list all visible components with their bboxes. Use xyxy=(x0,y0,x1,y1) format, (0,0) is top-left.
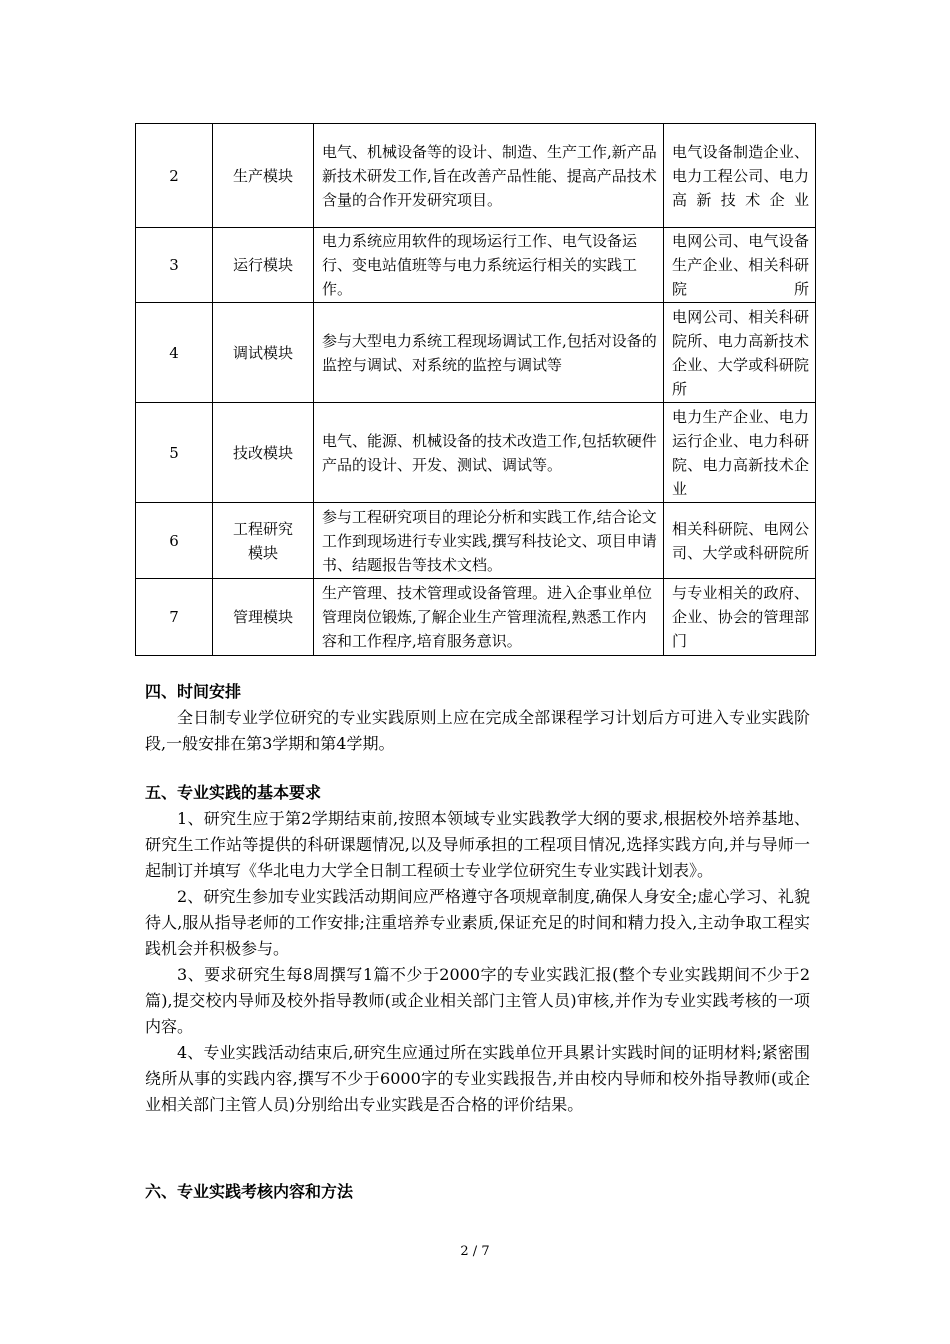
section-paragraph: 1、研究生应于第2学期结束前,按照本领域专业实践教学大纲的要求,根据校外培养基地、研究生工作站等提供的科研课题情况,以及导师承担的工程项目情况,选择实践方向,并与导师一起制订并填写《华北电力大学全日制工程硕士专业学位研究生专业实践计划表》。 xyxy=(145,809,810,880)
practice-unit: 电网公司、电气设备生产企业、相关科研院所 xyxy=(664,228,816,303)
table-row xyxy=(136,124,816,228)
module-name: 管理模块 xyxy=(213,579,314,656)
row-number: 6 xyxy=(136,503,213,579)
section-paragraph: 2、研究生参加专业实践活动期间应严格遵守各项规章制度,确保人身安全;虚心学习、礼貌待人,服从指导老师的工作安排;注重培养专业素质,保证充足的时间和精力投入,主动争取工程实践机会并积极参与。 xyxy=(145,887,810,958)
table-row xyxy=(136,579,816,656)
module-name: 生产模块 xyxy=(213,124,314,228)
table-row xyxy=(136,403,816,503)
practice-unit: 电力生产企业、电力运行企业、电力科研院、电力高新技术企业 xyxy=(664,403,816,503)
module-name: 调试模块 xyxy=(213,303,314,403)
module-description: 生产管理、技术管理或设备管理。进入企事业单位管理岗位锻炼,了解企业生产管理流程,熟悉工作内容和工作程序,培育服务意识。 xyxy=(314,579,664,656)
row-number: 3 xyxy=(136,228,213,303)
practice-unit: 相关科研院、电网公司、大学或科研院所 xyxy=(664,503,816,579)
practice-unit: 电气设备制造企业、电力工程公司、电力高新技术企业 xyxy=(664,124,816,228)
row-number: 7 xyxy=(136,579,213,656)
practice-module-table xyxy=(135,123,816,656)
section-basic-requirements xyxy=(145,780,810,1118)
module-description: 参与大型电力系统工程现场调试工作,包括对设备的监控与调试、对系统的监控与调试等 xyxy=(314,303,664,403)
section-heading: 四、时间安排 xyxy=(145,682,242,701)
practice-unit: 与专业相关的政府、企业、协会的管理部门 xyxy=(664,579,816,656)
table-row xyxy=(136,503,816,579)
section-paragraph: 4、专业实践活动结束后,研究生应通过所在实践单位开具累计实践时间的证明材料;紧密围绕所从事的实践内容,撰写不少于6000字的专业实践报告,并由校内导师和校外指导教师(或企业相关部门主管人员)分别给出专业实践是否合格的评价结果。 xyxy=(145,1043,810,1114)
row-number: 4 xyxy=(136,303,213,403)
row-number: 2 xyxy=(136,124,213,228)
module-description: 参与工程研究项目的理论分析和实践工作,结合论文工作到现场进行专业实践,撰写科技论文、项目申请书、结题报告等技术文档。 xyxy=(314,503,664,579)
section-heading: 六、专业实践考核内容和方法 xyxy=(145,1182,354,1201)
module-description: 电力系统应用软件的现场运行工作、电气设备运行、变电站值班等与电力系统运行相关的实践工作。 xyxy=(314,228,664,303)
module-description: 电气、能源、机械设备的技术改造工作,包括软硬件产品的设计、开发、测试、调试等。 xyxy=(314,403,664,503)
section-time-schedule xyxy=(145,679,810,757)
page-number: 2 / 7 xyxy=(460,1244,490,1259)
section-paragraph: 3、要求研究生每8周撰写1篇不少于2000字的专业实践汇报(整个专业实践期间不少于2篇),提交校内导师及校外指导教师(或企业相关部门主管人员)审核,并作为专业实践考核的一项内容。 xyxy=(145,965,810,1036)
module-description: 电气、机械设备等的设计、制造、生产工作,新产品新技术研发工作,旨在改善产品性能、提高产品技术含量的合作开发研究项目。 xyxy=(314,124,664,228)
table-row xyxy=(136,228,816,303)
section-paragraph: 全日制专业学位研究的专业实践原则上应在完成全部课程学习计划后方可进入专业实践阶段,一般安排在第3学期和第4学期。 xyxy=(145,708,810,753)
row-number: 5 xyxy=(136,403,213,503)
section-assessment xyxy=(145,1179,810,1205)
module-name: 运行模块 xyxy=(213,228,314,303)
table-row xyxy=(136,303,816,403)
practice-unit: 电网公司、相关科研院所、电力高新技术企业、大学或科研院所 xyxy=(664,303,816,403)
module-name: 技改模块 xyxy=(213,403,314,503)
module-name: 工程研究模块 xyxy=(213,503,314,579)
section-heading: 五、专业实践的基本要求 xyxy=(145,783,322,802)
